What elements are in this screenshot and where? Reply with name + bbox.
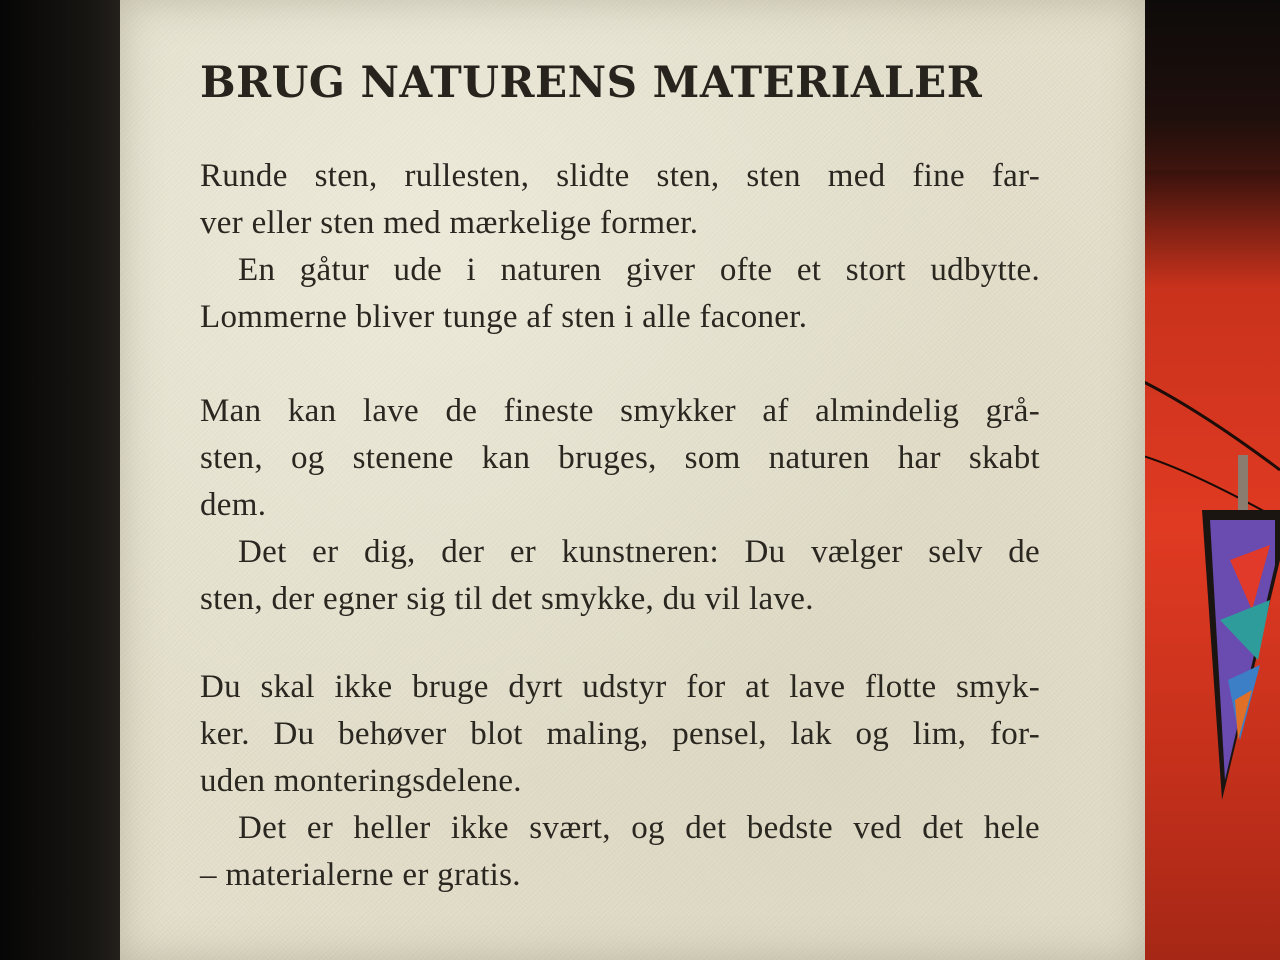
paragraph-block-3 [200,664,1040,899]
text-line: En gåtur ude i naturen giver ofte et stort udbytte. [238,252,1040,288]
text-line: uden monteringsdelene. [200,763,522,799]
text-line: Lommerne bliver tunge af sten i alle faconer. [200,299,808,335]
text-line: Runde sten, rullesten, slidte sten, sten med fine far- [200,158,1040,194]
text-line: Man kan lave de fineste smykker af almindelig grå- [200,393,1040,429]
page-title: BRUG NATURENS MATERIALER [200,58,983,108]
text-line: dem. [200,487,267,523]
text-line: ver eller sten med mærkelige former. [200,205,699,241]
text-line: sten, der egner sig til det smykke, du vil lave. [200,581,814,617]
text-line: – materialerne er gratis. [200,857,521,893]
pendant-illustration [1140,0,1280,960]
paragraph-block-1 [200,153,1040,341]
text-line: Det er dig, der er kunstneren: Du vælger selv de [238,534,1040,570]
left-dark-background [0,0,125,960]
text-line: Det er heller ikke svært, og det bedste ved det hele [238,810,1040,846]
red-background-with-pendant [1140,0,1280,960]
text-line: sten, og stenene kan bruges, som naturen har skabt [200,440,1040,476]
text-line: Du skal ikke bruge dyrt udstyr for at lave flotte smyk- [200,669,1040,705]
paragraph-block-2 [200,388,1040,623]
cord-line [1140,380,1280,470]
text-line: ker. Du behøver blot maling, pensel, lak og lim, for- [200,716,1040,752]
